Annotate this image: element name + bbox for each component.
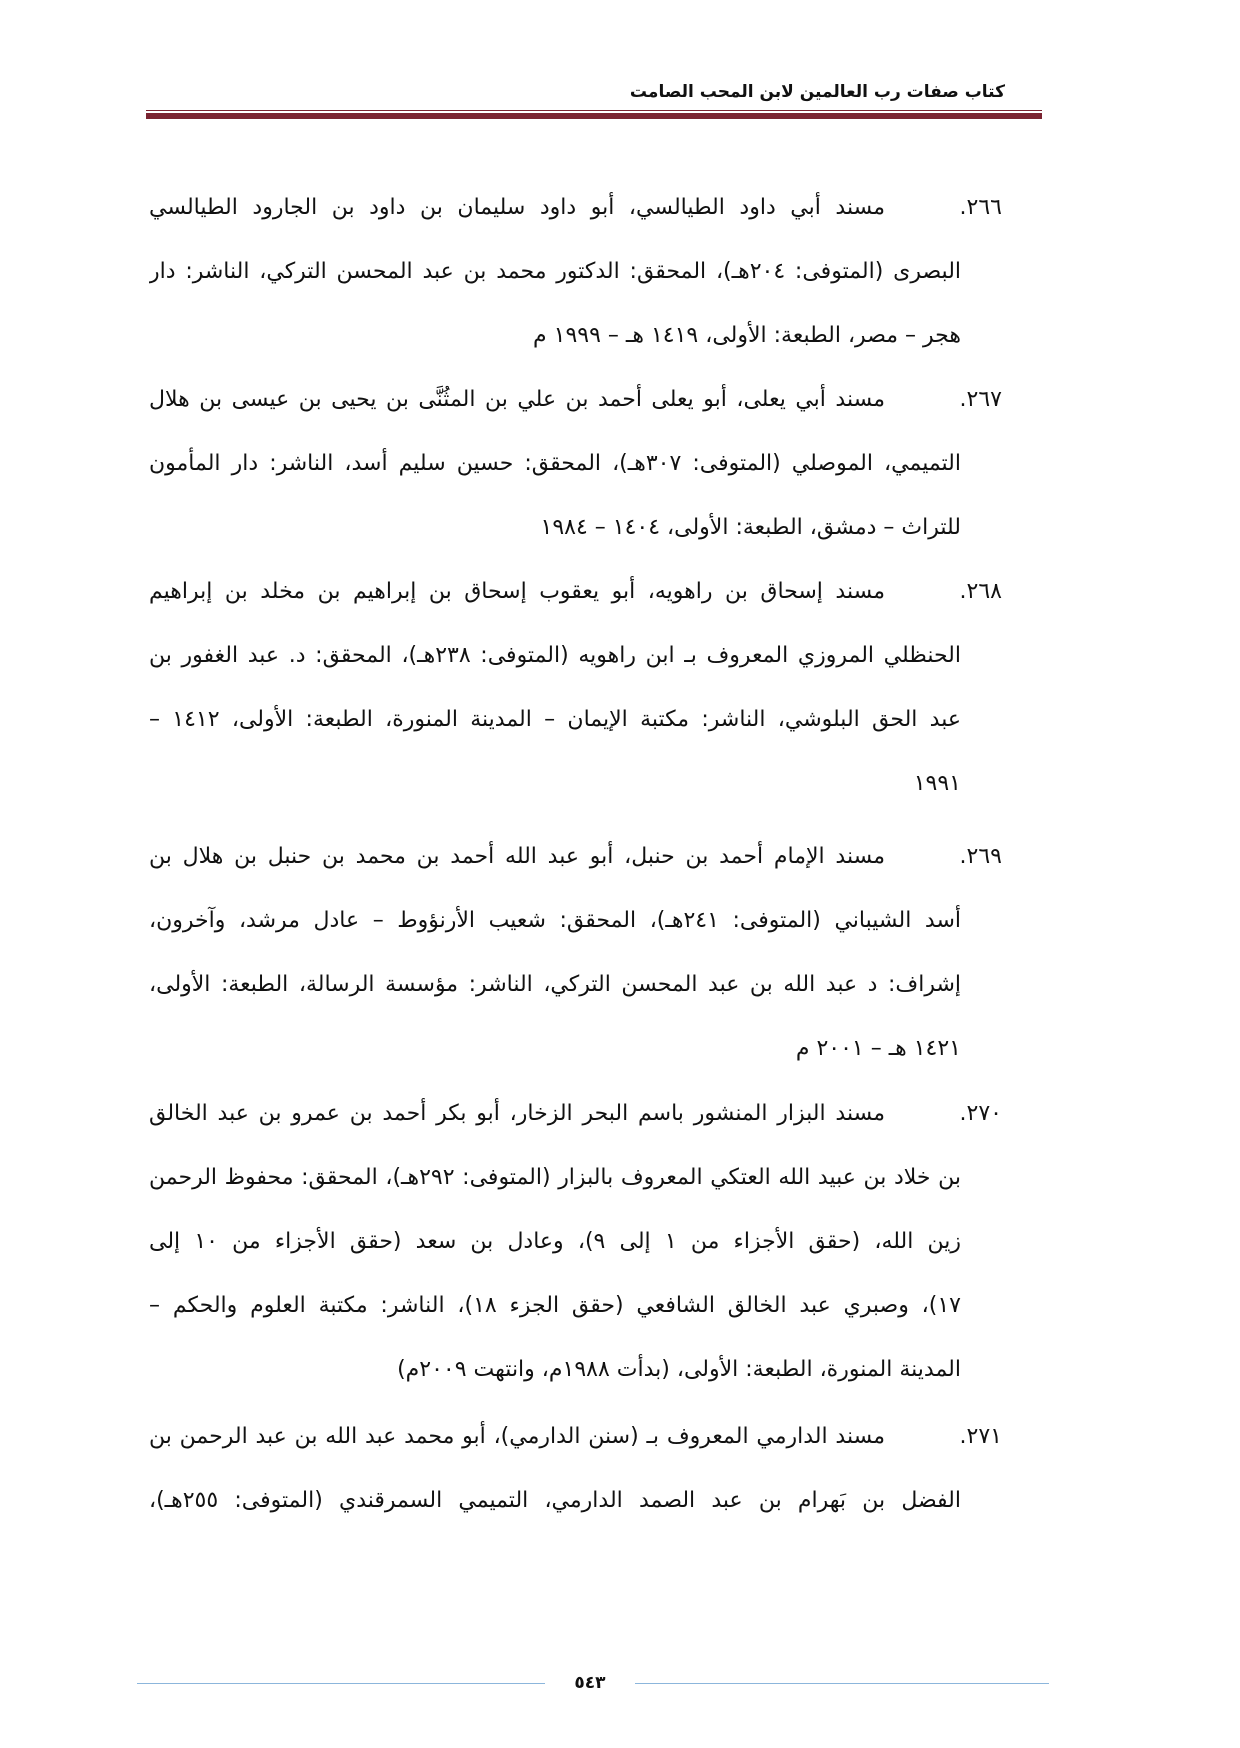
entry-number: ٢٦٩. <box>959 844 1002 869</box>
entry-number: ٢٧١. <box>959 1424 1002 1449</box>
entry-line: المدينة المنورة، الطبعة: الأولى، (بدأت ١٩٨٨م، وانتهت ٢٠٠٩م) <box>397 1357 961 1382</box>
entry-line: الحنظلي المروزي المعروف بـ ابن راهويه (المتوفى: ٢٣٨هـ)، المحقق: د. عبد الغفور بن <box>149 643 961 668</box>
entry-line: الفضل بن بَهرام بن عبد الصمد الدارمي، التميمي السمرقندي (المتوفى: ٢٥٥هـ)، <box>149 1488 961 1513</box>
entry-number: ٢٦٦. <box>959 195 1002 220</box>
entry-line: بن خلاد بن عبيد الله العتكي المعروف بالبزار (المتوفى: ٢٩٢هـ)، المحقق: محفوظ الرحمن <box>149 1165 961 1190</box>
entry-number: ٢٦٧. <box>959 387 1002 412</box>
bibliography-entry <box>149 1405 1002 1533</box>
bibliography-entry <box>149 368 1002 560</box>
bibliography-entry <box>149 1082 1002 1402</box>
entry-line: مسند أبي داود الطيالسي، أبو داود سليمان بن داود بن الجارود الطيالسي <box>149 195 885 220</box>
bibliography-entry <box>149 560 1002 816</box>
entry-line: هجر – مصر، الطبعة: الأولى، ١٤١٩ هـ – ١٩٩٩ م <box>533 323 961 348</box>
entry-line: مسند الإمام أحمد بن حنبل، أبو عبد الله أحمد بن محمد بن حنبل بن هلال بن <box>149 844 885 869</box>
running-header-title: كتاب صفات رب العالمين لابن المحب الصامت <box>629 82 1005 102</box>
entry-line: التميمي، الموصلي (المتوفى: ٣٠٧هـ)، المحقق: حسين سليم أسد، الناشر: دار المأمون <box>149 451 961 476</box>
entry-line: مسند البزار المنشور باسم البحر الزخار، أبو بكر أحمد بن عمرو بن عبد الخالق <box>149 1101 885 1126</box>
entry-line: للتراث – دمشق، الطبعة: الأولى، ١٤٠٤ – ١٩٨٤ <box>540 515 961 540</box>
footer-rule-left <box>137 1683 545 1684</box>
bibliography-list <box>149 176 1002 1533</box>
bibliography-entry <box>149 825 1002 1081</box>
bibliography-entry <box>149 176 1002 368</box>
entry-line: ١٧)، وصبري عبد الخالق الشافعي (حقق الجزء ١٨)، الناشر: مكتبة العلوم والحكم – <box>149 1293 961 1318</box>
entry-number: ٢٧٠. <box>959 1101 1002 1126</box>
page-number: ٥٤٣ <box>574 1673 606 1693</box>
entry-line: مسند إسحاق بن راهويه، أبو يعقوب إسحاق بن إبراهيم بن مخلد بن إبراهيم <box>149 579 885 604</box>
entry-line: زين الله، (حقق الأجزاء من ١ إلى ٩)، وعادل بن سعد (حقق الأجزاء من ١٠ إلى <box>149 1229 961 1254</box>
entry-line: أسد الشيباني (المتوفى: ٢٤١هـ)، المحقق: شعيب الأرنؤوط – عادل مرشد، وآخرون، <box>149 908 961 933</box>
entry-number: ٢٦٨. <box>959 579 1002 604</box>
entry-line: مسند أبي يعلى، أبو يعلى أحمد بن علي بن المثُنَّى بن يحيى بن عيسى بن هلال <box>149 387 885 412</box>
entry-line: ١٤٢١ هـ – ٢٠٠١ م <box>795 1036 961 1061</box>
footer-rule-right <box>635 1683 1049 1684</box>
entry-line: مسند الدارمي المعروف بـ (سنن الدارمي)، أبو محمد عبد الله بن عبد الرحمن بن <box>149 1424 885 1449</box>
header-rule <box>146 110 1042 119</box>
entry-line: البصرى (المتوفى: ٢٠٤هـ)، المحقق: الدكتور محمد بن عبد المحسن التركي، الناشر: دار <box>149 259 961 284</box>
entry-line: عبد الحق البلوشي، الناشر: مكتبة الإيمان – المدينة المنورة، الطبعة: الأولى، ١٤١٢ – <box>149 707 961 732</box>
entry-line: ١٩٩١ <box>913 771 961 796</box>
entry-line: إشراف: د عبد الله بن عبد المحسن التركي، الناشر: مؤسسة الرسالة، الطبعة: الأولى، <box>149 972 961 997</box>
